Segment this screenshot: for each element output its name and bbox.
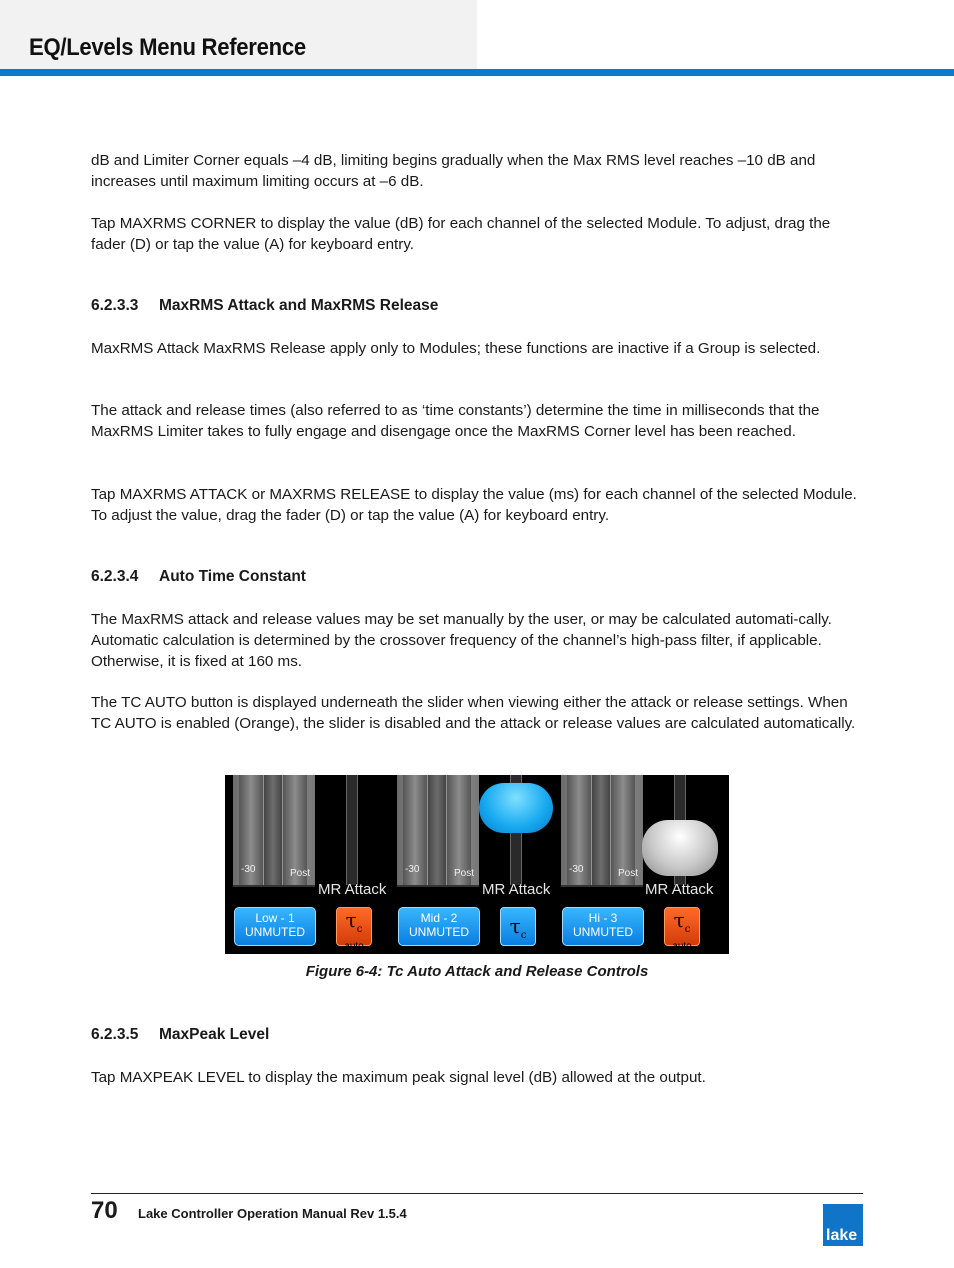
channel-name: Hi - 3 (588, 911, 618, 925)
channel-name: Low - 1 (255, 911, 295, 925)
header-rule (0, 69, 954, 76)
attack-slider-knob[interactable] (479, 783, 553, 833)
tc-auto-button[interactable] (336, 907, 372, 952)
attack-slider-track[interactable] (346, 775, 358, 885)
page-title: EQ/Levels Menu Reference (29, 34, 306, 61)
post-label: Post (289, 868, 310, 879)
tau-icon: $\tau_c$ (345, 908, 363, 935)
logo-text: lake (826, 1227, 858, 1244)
post-label: Post (453, 868, 474, 879)
tc-auto-label: auto (672, 941, 692, 952)
control-label: MR Attack (482, 881, 551, 898)
manual-title: Lake Controller Operation Manual Rev 1.5.4 (138, 1206, 407, 1221)
section-number: 6.2.3.5 (91, 1026, 139, 1043)
section-title: MaxRMS Attack and MaxRMS Release (159, 297, 439, 314)
footer-rule (91, 1193, 863, 1194)
level-meter-pair (397, 775, 479, 887)
paragraph: Tap MAXRMS ATTACK or MAXRMS RELEASE to display the value (ms) for each channel of the selected Module. To adjust the value, drag the fader (D) or tap the value (A) for keyboard entry. (91, 486, 857, 524)
channel-name: Mid - 2 (420, 911, 458, 925)
attack-slider-knob[interactable] (642, 820, 718, 876)
section-title: MaxPeak Level (159, 1026, 270, 1043)
channel-status: UNMUTED (573, 925, 633, 939)
page-number: 70 (91, 1197, 118, 1224)
scale-label: -30 (405, 864, 420, 875)
scale-label: -30 (569, 864, 584, 875)
section-heading (91, 568, 306, 586)
tc-auto-button[interactable] (664, 907, 700, 952)
level-meter-pair (561, 775, 643, 887)
scale-label: -30 (241, 864, 256, 875)
tc-auto-button[interactable] (500, 907, 536, 946)
channel-status: UNMUTED (245, 925, 305, 939)
post-label: Post (617, 868, 638, 879)
paragraph: MaxRMS Attack MaxRMS Release apply only to Modules; these functions are inactive if a Group is selected. (91, 340, 821, 357)
section-number: 6.2.3.4 (91, 568, 139, 585)
channel-button-hi-3[interactable] (562, 907, 644, 946)
paragraph: The TC AUTO button is displayed underneath the slider when viewing either the attack or release settings. When TC AUTO is enabled (Orange), the slider is disabled and the attack or release values are calculated automatically. (91, 694, 856, 732)
control-label: MR Attack (645, 881, 714, 898)
section-heading (91, 297, 438, 315)
lake-logo (823, 1204, 863, 1246)
paragraph: Tap MAXRMS CORNER to display the value (dB) for each channel of the selected Module. To adjust, drag the fader (D) or tap the value (A) for keyboard entry. (91, 215, 831, 253)
section-title: Auto Time Constant (159, 568, 306, 585)
level-meter-pair (233, 775, 315, 887)
paragraph: The MaxRMS attack and release values may be set manually by the user, or may be calculated automati-cally. Automatic calculation is determined by the crossover frequency of the channel’s high-pass filter, if applicable. Otherwise, it is fixed at 160 ms. (91, 611, 832, 670)
tc-auto-label: auto (344, 941, 364, 952)
paragraph: dB and Limiter Corner equals –4 dB, limiting begins gradually when the Max RMS level reaches –10 dB and increases until maximum limiting occurs at –6 dB. (91, 152, 816, 190)
section-number: 6.2.3.3 (91, 297, 139, 314)
channel-status: UNMUTED (409, 925, 469, 939)
figure-caption: Figure 6-4: Tc Auto Attack and Release Controls (305, 963, 649, 980)
figure-tc-auto-controls (225, 775, 729, 954)
tau-icon: $\tau_c$ (509, 914, 527, 941)
paragraph: The attack and release times (also referred to as ‘time constants’) determine the time in milliseconds that the MaxRMS Limiter takes to fully engage and disengage once the MaxRMS Corner level has been reached. (91, 402, 820, 440)
paragraph: Tap MAXPEAK LEVEL to display the maximum peak signal level (dB) allowed at the output. (91, 1069, 706, 1086)
channel-button-mid-2[interactable] (398, 907, 480, 946)
tau-icon: $\tau_c$ (673, 908, 691, 935)
channel-button-low-1[interactable] (234, 907, 316, 946)
section-heading (91, 1026, 269, 1044)
control-label: MR Attack (318, 881, 387, 898)
